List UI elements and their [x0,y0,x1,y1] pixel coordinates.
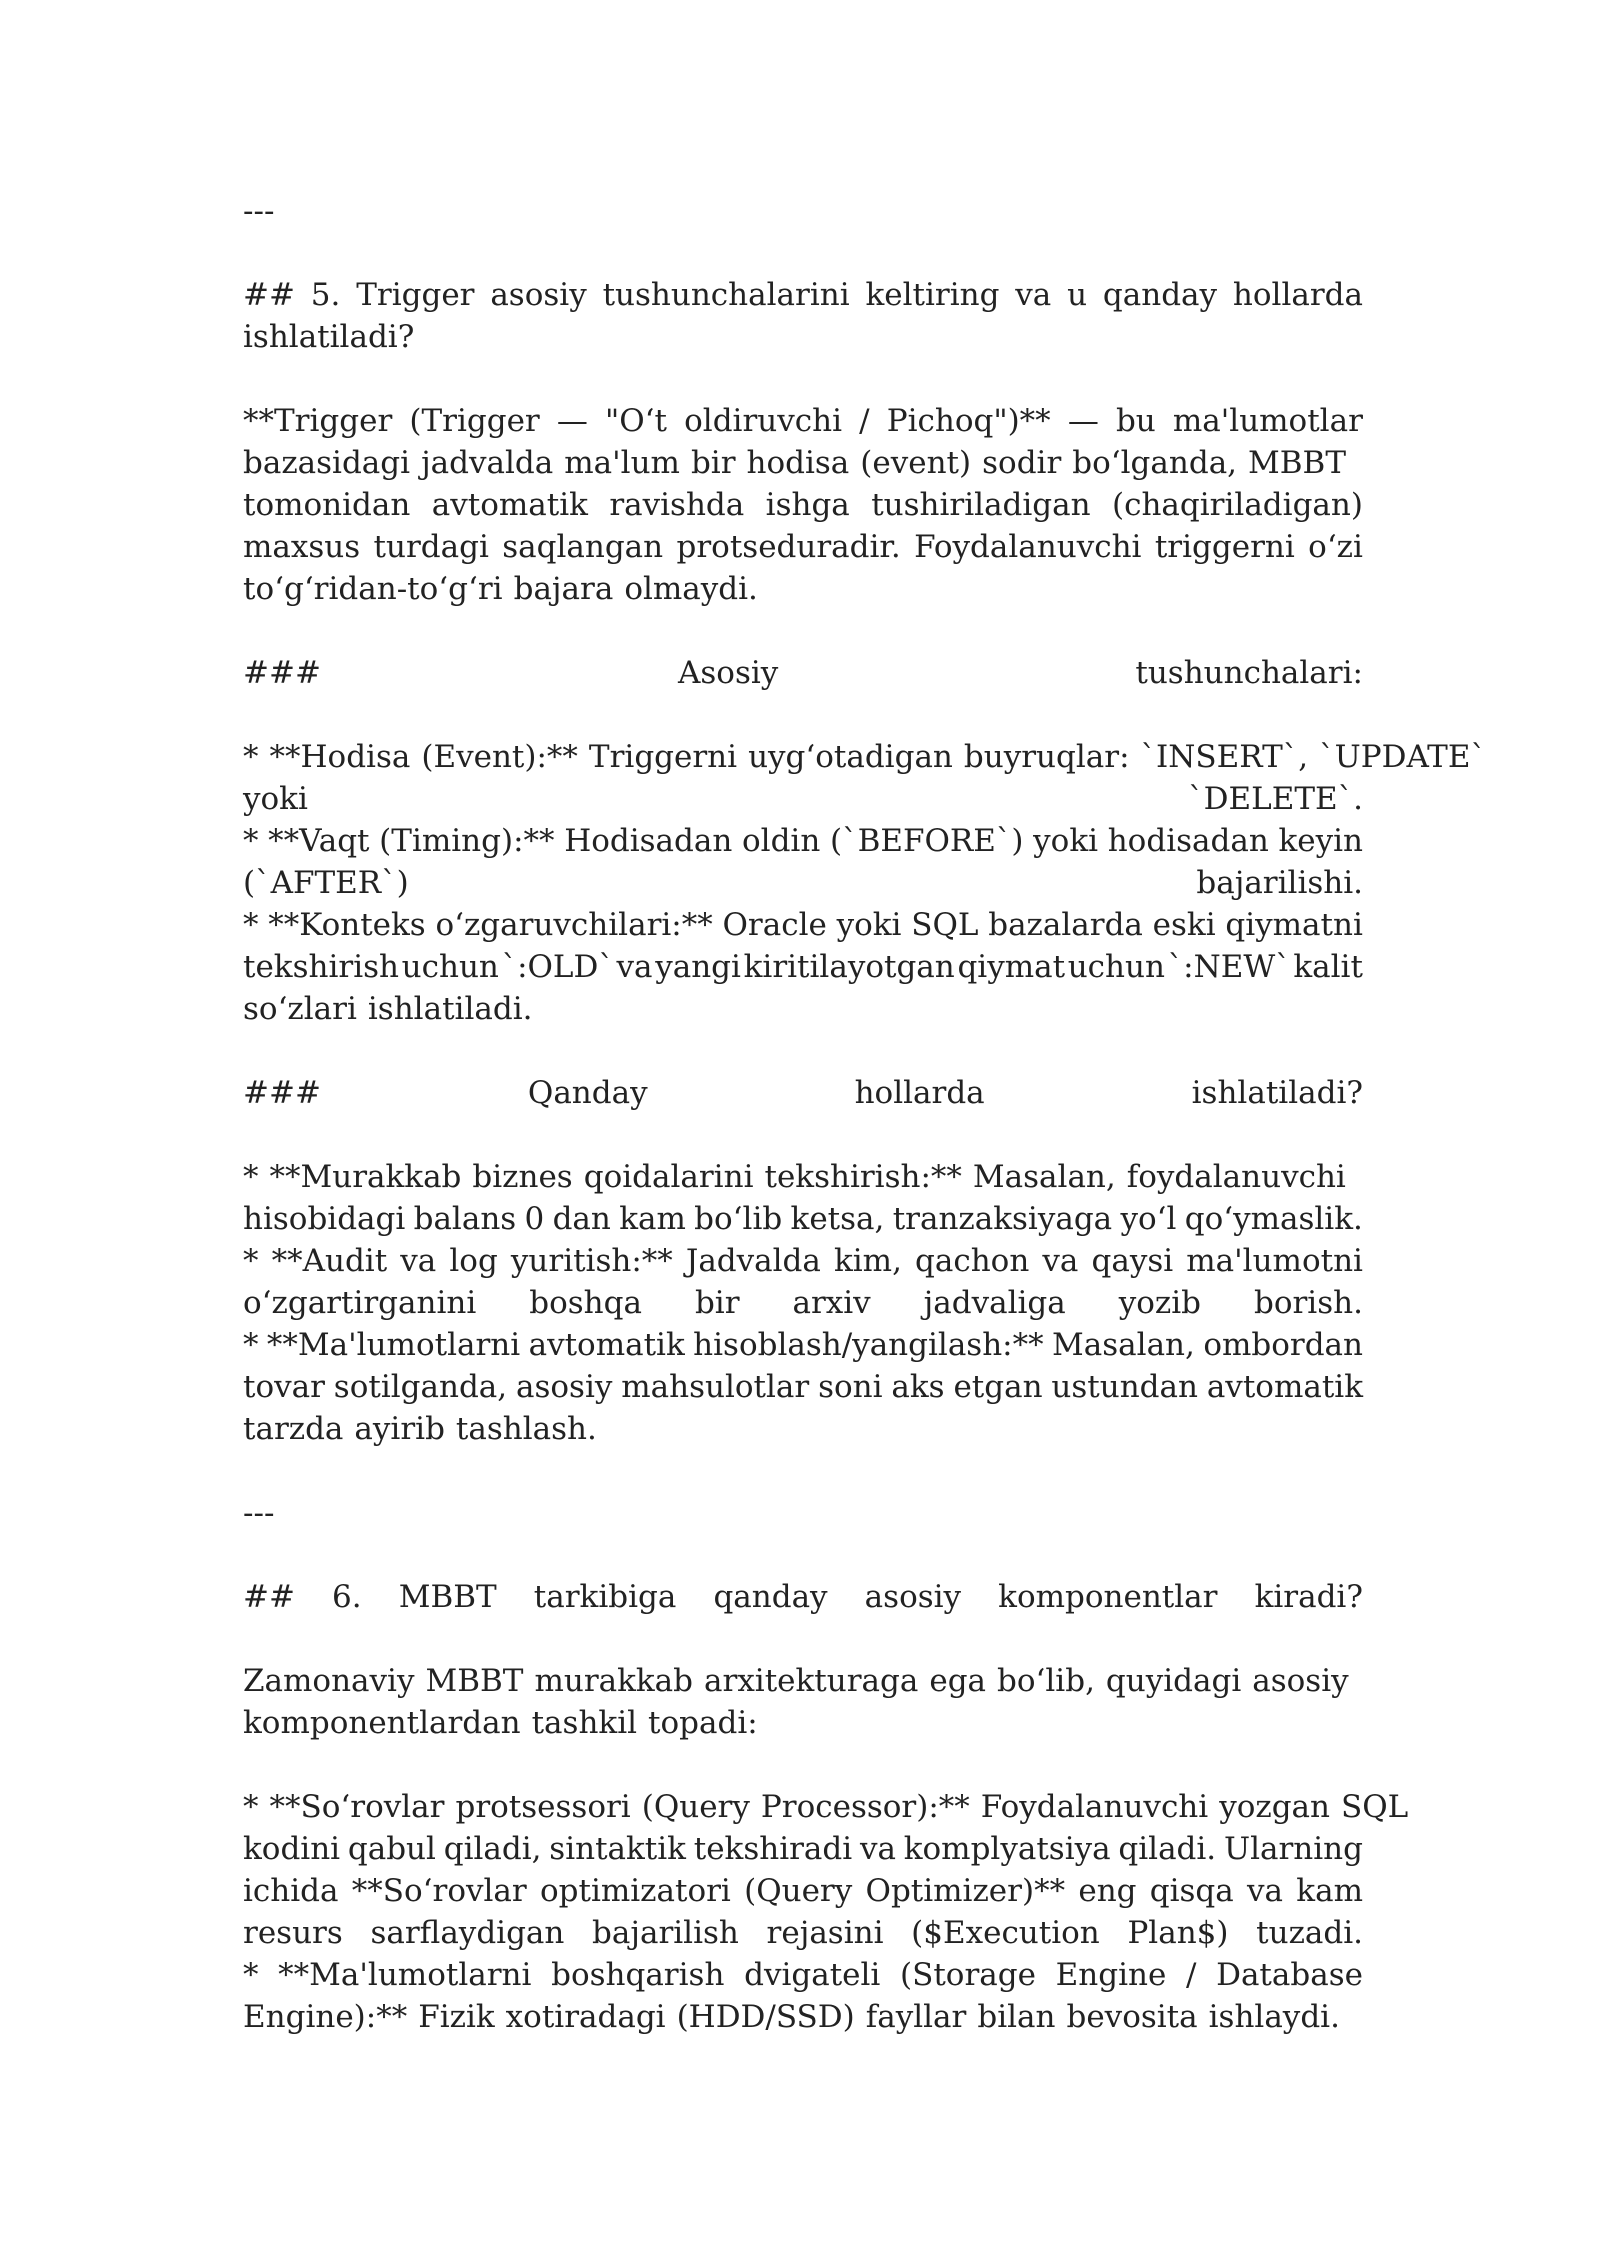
word: borish. [1253,1285,1363,1321]
word: Triggerni [588,739,738,775]
word: log [449,1243,498,1279]
word: o‘zgaruvchilari:** [435,907,713,943]
list-line [243,1366,1363,1408]
word: rejasini [766,1915,884,1951]
word: qoidalarini [583,1159,754,1195]
word: so‘zlari [243,991,357,1027]
word: tashlash. [455,1411,597,1447]
word: va [1015,277,1052,313]
list-block [243,1786,1409,2038]
list-line [243,1912,1363,1954]
word: buyruqlar: [963,739,1130,775]
word: avtomatik [528,1327,685,1363]
paragraph-gap [243,610,1363,652]
word: yangi [655,949,741,985]
word: kiritilayotgan [743,949,955,985]
heading-block [243,652,1363,694]
word: fayllar [865,1999,967,2035]
word: Oracle [722,907,827,943]
word: qisqa [1149,1873,1234,1909]
word: optimizatori [539,1873,731,1909]
word: (`BEFORE`) [829,823,1024,859]
word: Optimizer)** [865,1873,1066,1909]
word: tekshiradi [693,1831,853,1867]
word: ishlatiladi? [243,319,415,355]
word: komplyatsiya [903,1831,1111,1867]
word: Trigger [356,277,475,313]
word: resurs [243,1915,343,1951]
word: ishlatiladi? [1191,1075,1363,1111]
word: tuzadi. [1256,1915,1363,1951]
word: (chaqiriladigan) [1112,487,1363,523]
word: (Query [744,1873,853,1909]
list-line [243,736,1486,778]
word: (Event):** [421,739,578,775]
word: bo‘lib, [997,1663,1095,1699]
word: tekshirish:** [764,1159,962,1195]
word: Hodisadan [564,823,733,859]
paragraph-block [243,1660,1363,1744]
word: `DELETE`. [1188,781,1363,817]
word: saqlangan [502,529,664,565]
word: protseduradir. [676,529,901,565]
word: / [859,403,870,439]
word: `UPDATE` [1319,739,1486,775]
word: Pichoq")** [886,403,1051,439]
word: va [1247,1873,1284,1909]
word: va [1042,1243,1079,1279]
word: yoki [1033,823,1099,859]
word: dvigateli [744,1957,881,1993]
list-line [243,946,1363,988]
word: **Hodisa [269,739,411,775]
word: ustundan [1051,1369,1198,1405]
paragraph-gap [243,694,1363,736]
word: keyin [1278,823,1363,859]
word: avtomatik [431,487,588,523]
word: ishlaydi. [1208,1999,1340,2035]
word: va [400,1243,437,1279]
list-line [243,988,1363,1030]
word: **Konteks [268,907,426,943]
word: ### [243,655,321,691]
list-line [243,1996,1363,2038]
word: **So‘rovlar [351,1873,527,1909]
separator: --- [243,193,275,229]
word: protsessori [455,1789,631,1825]
word: MBBT [398,1579,497,1615]
word: maxsus [243,529,361,565]
word: yoki [836,907,902,943]
word: * [243,739,259,775]
word: (event) [860,445,972,481]
word: to‘g‘ridan-to‘g‘ri [243,571,503,607]
heading-block [243,274,1363,358]
heading-line [243,1576,1363,1618]
word: / [1185,1957,1197,1993]
word: o‘zi [1308,529,1363,565]
word: — [556,403,588,439]
word: ketsa, [790,1201,885,1237]
paragraph-line [243,526,1363,568]
word: **Ma'lumotlarni [278,1957,532,1993]
word: qiladi, [443,1831,542,1867]
word: mahsulotlar [621,1369,810,1405]
word: etgan [953,1369,1043,1405]
paragraph-line [243,400,1363,442]
word: jadvalda [421,445,554,481]
list-line [243,1408,1363,1450]
word: boshqarish [551,1957,725,1993]
word: Database [1216,1957,1363,1993]
list-line [243,1240,1363,1282]
paragraph-gap [243,358,1363,400]
word: sodir [982,445,1062,481]
paragraph-line [243,1702,1363,1744]
word: yuritish:** [510,1243,673,1279]
word: **So‘rovlar [269,1789,445,1825]
word: topadi: [648,1705,758,1741]
word: SQL [1341,1789,1409,1825]
word: Foydalanuvchi [914,529,1142,565]
word: biznes [472,1159,573,1195]
word: tashkil [531,1705,638,1741]
word: ## [243,277,295,313]
word: uyg‘otadigan [748,739,953,775]
word: (Trigger [409,403,540,439]
word: Fizik [418,1999,495,2035]
word: bajarilishi. [1196,865,1363,901]
word: tovar [243,1369,325,1405]
word: kodini [243,1831,341,1867]
heading-block [243,1576,1363,1618]
list-line [243,1156,1363,1198]
word: bazasidagi [243,445,411,481]
word: Foydalanuvchi [980,1789,1209,1825]
heading-line [243,316,1363,358]
word: — [1067,403,1099,439]
word: (`AFTER`) [243,865,409,901]
word: yozib [1118,1285,1202,1321]
paragraph-line [243,568,1363,610]
paragraph-gap [243,1030,1363,1072]
word: **Trigger [243,403,393,439]
word: turdagi [373,529,489,565]
word: * [243,1789,259,1825]
word: kam [1296,1873,1363,1909]
word: va [859,1831,896,1867]
word: (Storage [900,1957,1036,1993]
paragraph-gap [243,1618,1363,1660]
paragraph-gap [243,1534,1363,1576]
word: tarzda [243,1411,344,1447]
word: qanday [713,1579,828,1615]
list-line [243,1786,1409,1828]
word: kim, [833,1243,902,1279]
word: `:NEW` [1167,949,1291,985]
word: tushiriladigan [871,487,1091,523]
word: hisoblash/yangilash:** [693,1327,1044,1363]
word: o‘zgartirganini [243,1285,477,1321]
word: bo‘lganda, [1072,445,1238,481]
word: Processor):** [760,1789,970,1825]
word: Asosiy [678,655,779,691]
list-block [243,1156,1363,1450]
word: bir [690,445,736,481]
list-line [243,904,1363,946]
word: ravishda [609,487,745,523]
word: quyidagi [1105,1663,1242,1699]
word: keltiring [865,277,1000,313]
word: hodisa [746,445,850,481]
list-line [243,1828,1363,1870]
word: sarflaydigan [370,1915,565,1951]
word: qo‘ymaslik. [1184,1201,1363,1237]
word: hisobidagi [243,1201,406,1237]
word: * [243,823,259,859]
word: qaysi [1091,1243,1174,1279]
word: sintaktik [549,1831,686,1867]
word: hodisadan [1107,823,1269,859]
word: 6. [332,1579,362,1615]
word: arxiv [792,1285,871,1321]
word: boshqa [529,1285,642,1321]
paragraph-line [243,1660,1363,1702]
word: yoki [243,781,308,817]
word: dan [552,1201,611,1237]
word: oldiruvchi [684,403,843,439]
word: ### [243,1075,321,1111]
word: Plan$) [1127,1915,1229,1951]
word: * [243,1327,259,1363]
list-line [243,862,1363,904]
word: **Ma'lumotlarni [266,1327,521,1363]
word: oldin [742,823,821,859]
word: ## [243,1579,295,1615]
word: (Query [641,1789,750,1825]
word: bajarilish [592,1915,739,1951]
word: 0 [524,1201,545,1237]
word: * [243,907,259,943]
word: `INSERT`, [1140,739,1309,775]
word: bevosita [1066,1999,1198,2035]
word: avtomatik [1206,1369,1363,1405]
word: ombordan [1203,1327,1363,1363]
paragraph-block [243,400,1363,610]
word: tarkibiga [533,1579,677,1615]
word: 5. [310,277,341,313]
word: Masalan, [1052,1327,1195,1363]
word: qachon [915,1243,1030,1279]
word: qabul [347,1831,436,1867]
word: tranzaksiyaga [892,1201,1113,1237]
word: Masalan, [972,1159,1116,1195]
word: uchun [1067,949,1165,985]
word: ishga [765,487,850,523]
word: triggerni [1154,529,1295,565]
word: ishlatiladi. [367,991,533,1027]
word: "O‘t [605,403,667,439]
word: Ularning [1223,1831,1363,1867]
word: ma'lumotni [1186,1243,1363,1279]
word: ($Execution [911,1915,1100,1951]
paragraph-gap [243,1744,1363,1786]
word: tekshirish [243,949,399,985]
paragraph-gap [243,1114,1363,1156]
word: bu [1115,403,1156,439]
list-block [243,736,1486,1030]
word: tushunchalari: [1135,655,1363,691]
word: va [616,949,653,985]
word: * [243,1957,259,1993]
word: bir [694,1285,740,1321]
word: * [243,1159,259,1195]
word: Jadvalda [685,1243,821,1279]
word: Qanday [527,1075,648,1111]
word: `:OLD` [501,949,614,985]
word: qiymat [957,949,1066,985]
word: MBBT [1248,445,1347,481]
word: uchun [401,949,499,985]
word: sotilganda, [333,1369,508,1405]
word: Engine [1055,1957,1167,1993]
document-page [243,190,1486,2038]
word: Zamonaviy [243,1663,415,1699]
word: tomonidan [243,487,411,523]
word: kalit [1293,949,1363,985]
list-line [243,1282,1363,1324]
word: arxitekturaga [704,1663,919,1699]
word: (Timing):** [379,823,555,859]
word: foydalanuvchi [1126,1159,1346,1195]
word: SQL [911,907,979,943]
word: bazalarda [988,907,1143,943]
word: eng [1078,1873,1137,1909]
word: qiymatni [1225,907,1363,943]
word: soni [818,1369,883,1405]
word: u [1067,277,1088,313]
word: komponentlardan [243,1705,521,1741]
paragraph-gap [243,232,1363,274]
word: kiradi? [1254,1579,1363,1615]
word: ma'lumotlar [1172,403,1363,439]
word: olmaydi. [624,571,758,607]
separator: --- [243,1495,275,1531]
word: murakkab [534,1663,694,1699]
list-line [243,1954,1363,1996]
word: bajara [513,571,614,607]
word: asosiy [516,1369,613,1405]
list-line [243,778,1363,820]
word: hollarda [854,1075,985,1111]
heading-line [243,652,1363,694]
paragraph-gap [243,1450,1363,1492]
word: bilan [977,1999,1056,2035]
word: komponentlar [998,1579,1218,1615]
word: qiladi. [1118,1831,1217,1867]
word: ayirib [354,1411,445,1447]
list-line [243,1198,1363,1240]
word: qanday [1102,277,1218,313]
word: hollarda [1232,277,1363,313]
word: yo‘l [1120,1201,1177,1237]
word: balans [413,1201,517,1237]
word: asosiy [1252,1663,1349,1699]
heading-line [243,274,1363,316]
word: MBBT [425,1663,524,1699]
word: xotiradagi [505,1999,666,2035]
list-line [243,1870,1363,1912]
list-line [243,820,1363,862]
word: asosiy [490,277,587,313]
paragraph-line [243,442,1363,484]
word: eski [1152,907,1216,943]
word: kam [619,1201,686,1237]
word: asosiy [864,1579,962,1615]
list-line [243,1324,1363,1366]
word: yozgan [1219,1789,1330,1825]
word: jadvaliga [923,1285,1066,1321]
word: (HDD/SSD) [676,1999,855,2035]
word: ega [929,1663,987,1699]
word: **Vaqt [268,823,370,859]
word: bo‘lib [694,1201,783,1237]
word: **Audit [271,1243,388,1279]
word: **Murakkab [269,1159,462,1195]
heading-line [243,1072,1363,1114]
word: aks [891,1369,945,1405]
word: ma'lum [564,445,680,481]
word: tushunchalarini [602,277,850,313]
word: Engine):** [243,1999,408,2035]
paragraph-line [243,484,1363,526]
word: * [243,1243,259,1279]
word: ichida [243,1873,339,1909]
heading-block [243,1072,1363,1114]
